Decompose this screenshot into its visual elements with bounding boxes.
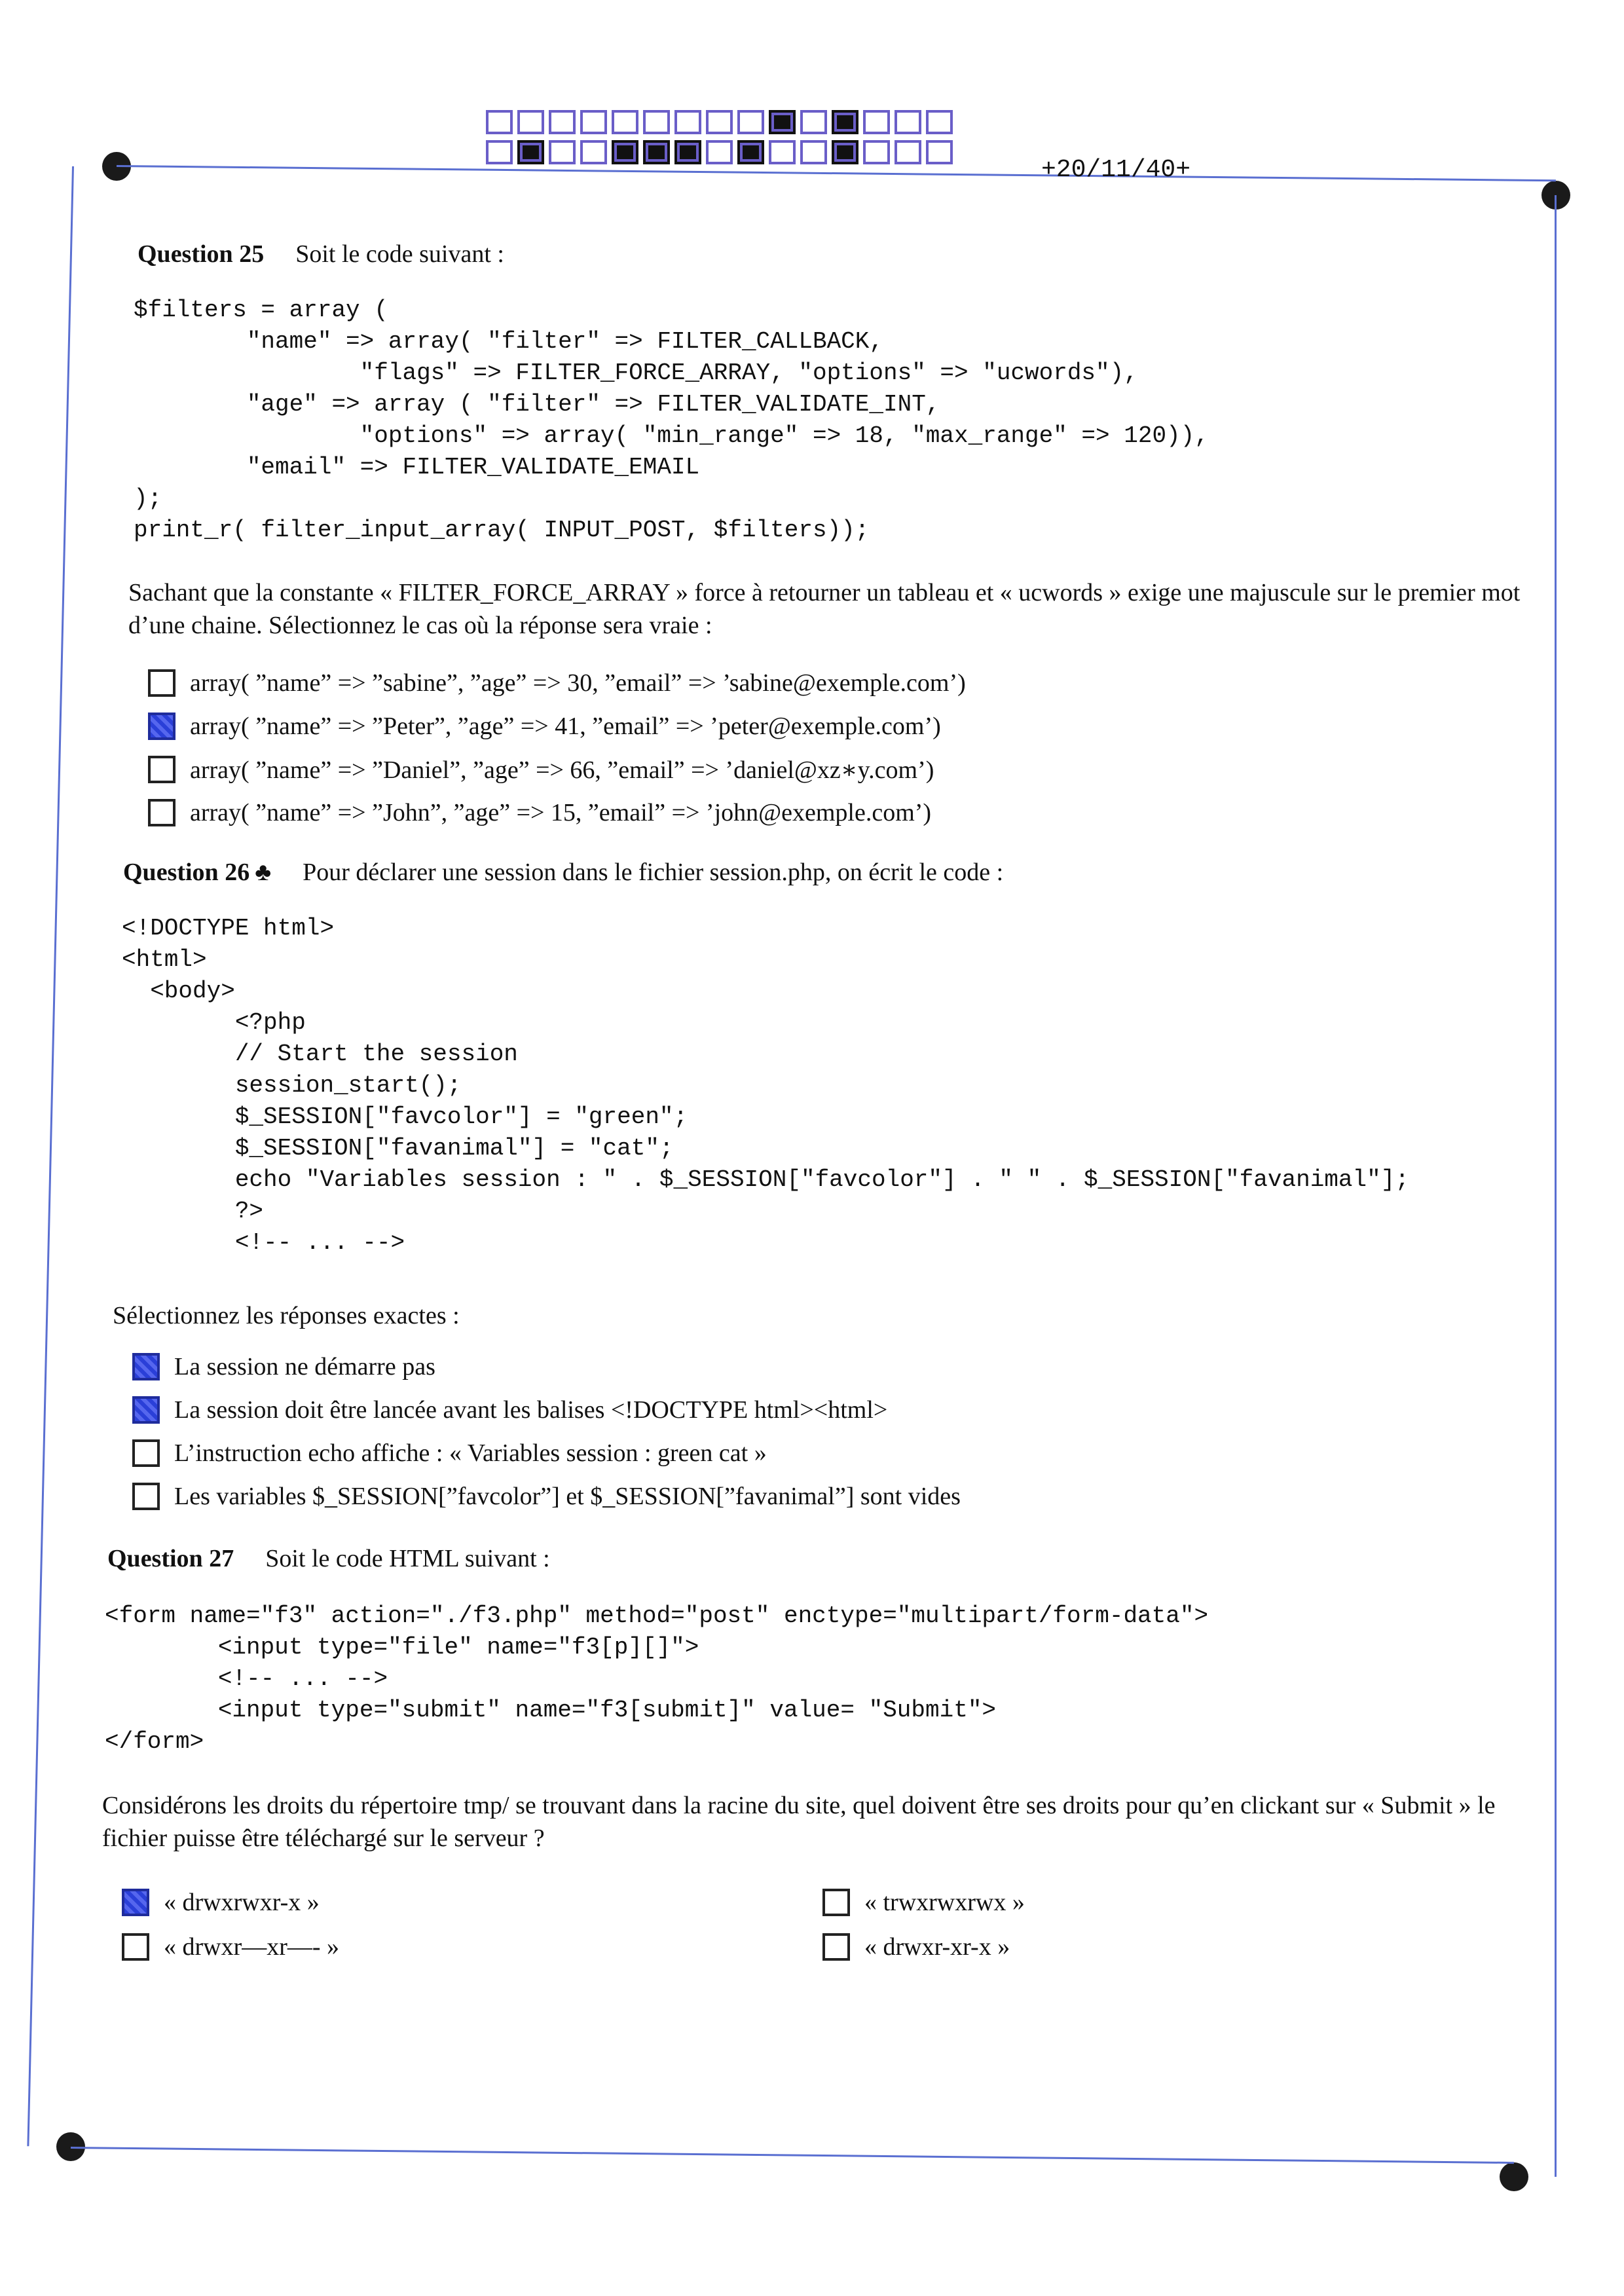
code-cell (737, 110, 764, 134)
code-cell (517, 110, 544, 134)
answer-checkbox[interactable] (148, 756, 175, 783)
code-block: <!DOCTYPE html> <html> <body> <?php // Start the session session_start(); $_SESSION["favcolor"] = "green"; $_SESSION["favanimal"] = "cat"; echo "Variables session : " . $_SESSION["favcolor"] . " " . $_SESSION["favanimal"]; ?> <!-- ... --> (122, 915, 1409, 1256)
code-cell (832, 110, 858, 134)
answer-option[interactable] (822, 1925, 1346, 1969)
code-cell (674, 110, 701, 134)
registration-mark-bottom-right (1500, 2162, 1528, 2191)
answer-option[interactable] (132, 1345, 961, 1388)
answer-label: L’instruction echo affiche : « Variables session : green cat » (174, 1439, 767, 1467)
answer-option[interactable] (132, 1475, 961, 1518)
code-cell (549, 110, 576, 134)
code-cell (612, 110, 638, 134)
code-cell (706, 110, 733, 134)
question-number: Question 26 (123, 859, 250, 886)
answer-list (148, 661, 966, 834)
code-cell (580, 110, 607, 134)
answer-option[interactable] (132, 1388, 961, 1432)
code-cell (832, 140, 858, 164)
code-cell (706, 140, 733, 164)
answer-checkbox[interactable] (132, 1396, 160, 1424)
answer-checkbox[interactable] (148, 799, 175, 826)
code-row (486, 140, 953, 164)
club-icon: ♣ (255, 859, 272, 886)
answer-option[interactable] (822, 1881, 1346, 1924)
answer-option[interactable] (122, 1881, 822, 1924)
answer-option[interactable] (148, 661, 966, 705)
code-cell (549, 140, 576, 164)
answer-option[interactable] (122, 1925, 822, 1969)
answer-label: « drwxr—xr—- » (164, 1933, 340, 1961)
code-cell (486, 110, 513, 134)
question-26 (123, 858, 1524, 887)
answer-label: array( ”name” => ”John”, ”age” => 15, ”email” => ’john@exemple.com’) (190, 799, 932, 826)
answer-label: La session doit être lancée avant les balises <!DOCTYPE html><html> (174, 1396, 888, 1424)
question-27 (107, 1544, 1509, 1573)
question-statement: Considérons les droits du répertoire tmp/ se trouvant dans la racine du site, quel doivent être ses droits pour qu’en clickant sur « Submit » le fichier puisse être téléchargé sur le serveur ? (102, 1792, 1496, 1852)
answer-checkbox[interactable] (122, 1933, 149, 1961)
answer-label: array( ”name” => ”Daniel”, ”age” => 66, ”email” => ’daniel@xz∗y.com’) (190, 756, 934, 784)
question-header (123, 858, 1524, 887)
code-cell (863, 110, 890, 134)
question-intro: Pour déclarer une session dans le fichier session.php, on écrit le code : (303, 859, 1004, 886)
code-block: $filters = array ( "name" => array( "filter" => FILTER_CALLBACK, "flags" => FILTER_FORCE_ARRAY, "options" => "ucwords"), "age" => array ( "filter" => FILTER_VALIDATE_INT, "options" => array( "min_range" => 18, "max_range" => 120)), "email" => FILTER_VALIDATE_EMAIL ); print_r( filter_input_array( INPUT_POST, $filters)); (134, 297, 1209, 544)
code-cell (612, 140, 638, 164)
code-cell (580, 140, 607, 164)
answer-checkbox[interactable] (122, 1889, 149, 1916)
question-number: Question 27 (107, 1545, 234, 1572)
answer-sheet-code (486, 110, 953, 170)
answer-list (122, 1881, 1346, 1969)
question-25 (138, 240, 1526, 268)
code-cell (926, 140, 953, 164)
answer-label: « drwxrwxr-x » (164, 1889, 320, 1916)
answer-label: Les variables $_SESSION[”favcolor”] et $_SESSION[”favanimal”] sont vides (174, 1483, 961, 1510)
answer-label: « trwxrwxrwx » (864, 1889, 1025, 1916)
code-cell (769, 140, 796, 164)
question-statement: Sachant que la constante « FILTER_FORCE_ARRAY » force à retourner un tableau et « ucwords » exige une majuscule sur le premier mot d’une chaine. Sélectionnez le cas où la réponse sera vraie : (128, 579, 1521, 639)
code-cell (517, 140, 544, 164)
answer-checkbox[interactable] (132, 1353, 160, 1380)
code-cell (737, 140, 764, 164)
question-number: Question 25 (138, 240, 265, 268)
code-cell (643, 110, 670, 134)
frame-bottom (71, 2147, 1514, 2164)
frame-left (27, 166, 74, 2146)
code-cell (643, 140, 670, 164)
frame-right (1555, 195, 1557, 2177)
question-header (138, 240, 1526, 268)
code-cell (926, 110, 953, 134)
code-cell (895, 110, 921, 134)
answer-label: « drwxr-xr-x » (864, 1933, 1010, 1961)
code-cell (769, 110, 796, 134)
answer-label: array( ”name” => ”Peter”, ”age” => 41, ”email” => ’peter@exemple.com’) (190, 713, 941, 740)
code-cell (800, 140, 827, 164)
answer-checkbox[interactable] (148, 713, 175, 740)
question-intro: Soit le code suivant : (295, 240, 504, 268)
answer-option[interactable] (148, 791, 966, 834)
code-block: <form name="f3" action="./f3.php" method="post" enctype="multipart/form-data"> <input type="file" name="f3[p][]"> <!-- ... --> <input type="submit" name="f3[submit]" value= "Submit"> </form> (105, 1602, 1209, 1755)
code-cell (800, 110, 827, 134)
answer-option[interactable] (148, 705, 966, 748)
answer-checkbox[interactable] (132, 1483, 160, 1510)
page-id: +20/11/40+ (1041, 156, 1191, 184)
answer-label: array( ”name” => ”sabine”, ”age” => 30, ”email” => ’sabine@exemple.com’) (190, 669, 966, 697)
answer-checkbox[interactable] (132, 1439, 160, 1467)
code-cell (486, 140, 513, 164)
answer-list (132, 1345, 961, 1518)
answer-checkbox[interactable] (822, 1933, 850, 1961)
code-row (486, 110, 953, 134)
answer-label: La session ne démarre pas (174, 1353, 435, 1380)
answer-checkbox[interactable] (822, 1889, 850, 1916)
code-cell (895, 140, 921, 164)
answer-option[interactable] (148, 748, 966, 791)
code-cell (674, 140, 701, 164)
question-intro: Soit le code HTML suivant : (265, 1545, 550, 1572)
code-cell (863, 140, 890, 164)
answer-option[interactable] (132, 1432, 961, 1475)
question-header (107, 1544, 1509, 1573)
question-statement: Sélectionnez les réponses exactes : (113, 1302, 460, 1329)
answer-checkbox[interactable] (148, 669, 175, 697)
